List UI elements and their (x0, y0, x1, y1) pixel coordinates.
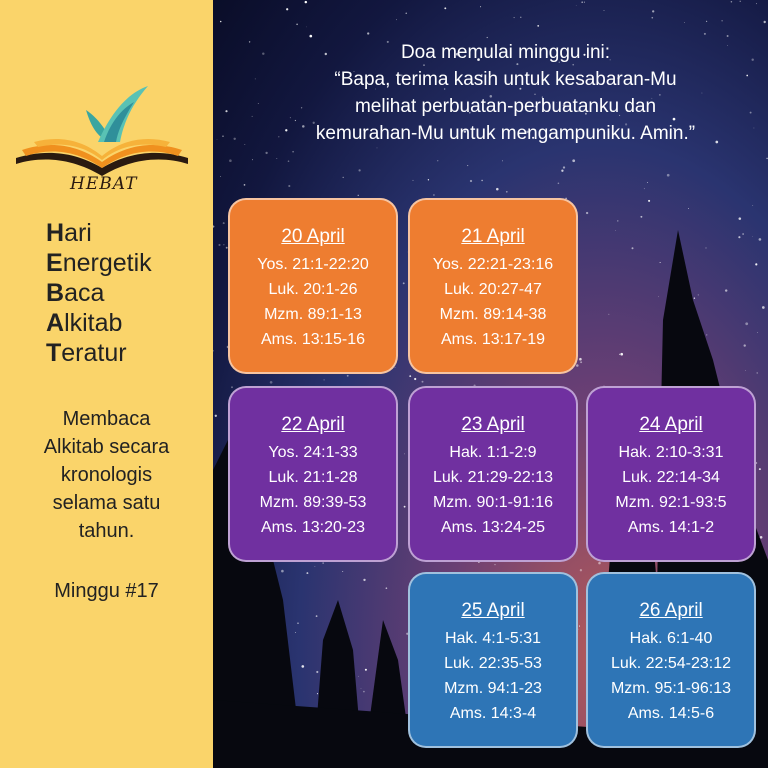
prayer (213, 40, 768, 147)
prayer-line: melihat perbuatan-perbuatanku dan (354, 96, 657, 117)
reading-card-25-april: 25 April Hak. 4:1-5:31 Luk. 22:35-53 Mzm. 94:1-23 Ams. 14:3-4 (408, 572, 578, 748)
prayer-line: kemurahan-Mu untuk mengampuniku. Amin.” (315, 123, 696, 144)
acronym-line: Energetik (46, 249, 152, 277)
reading-card-23-april: 23 April Hak. 1:1-2:9 Luk. 21:29-22:13 Mzm. 90:1-91:16 Ams. 13:24-25 (408, 386, 578, 562)
reading-card-21-april: 21 April Yos. 22:21-23:16 Luk. 20:27-47 Mzm. 89:14-38 Ams. 13:17-19 (408, 198, 578, 374)
prayer-lead: Doa memulai minggu ini: (400, 42, 611, 63)
prayer-line: “Bapa, terima kasih untuk kesabaran-Mu (334, 69, 677, 90)
week-label: Minggu #17 (54, 580, 159, 602)
reading-card-20-april: 20 April Yos. 21:1-22:20 Luk. 20:1-26 Mzm. 89:1-13 Ams. 13:15-16 (228, 198, 398, 374)
acronym-line: Baca (46, 279, 105, 307)
reading-card-24-april: 24 April Hak. 2:10-3:31 Luk. 22:14-34 Mzm. 92:1-93:5 Ams. 14:1-2 (586, 386, 756, 562)
acronym-line: Hari (46, 219, 92, 247)
acronym-line: Alkitab (46, 309, 123, 337)
description: Membaca Alkitab secara kronologis selama satu tahun. (43, 408, 170, 542)
reading-card-22-april: 22 April Yos. 24:1-33 Luk. 21:1-28 Mzm. 89:39-53 Ams. 13:20-23 (228, 386, 398, 562)
logo-wordmark: HEBAT (70, 174, 138, 194)
reading-card-26-april: 26 April Hak. 6:1-40 Luk. 22:54-23:12 Mzm. 95:1-96:13 Ams. 14:5-6 (586, 572, 756, 748)
acronym-line: Teratur (46, 339, 127, 367)
acronym-list (46, 218, 152, 368)
